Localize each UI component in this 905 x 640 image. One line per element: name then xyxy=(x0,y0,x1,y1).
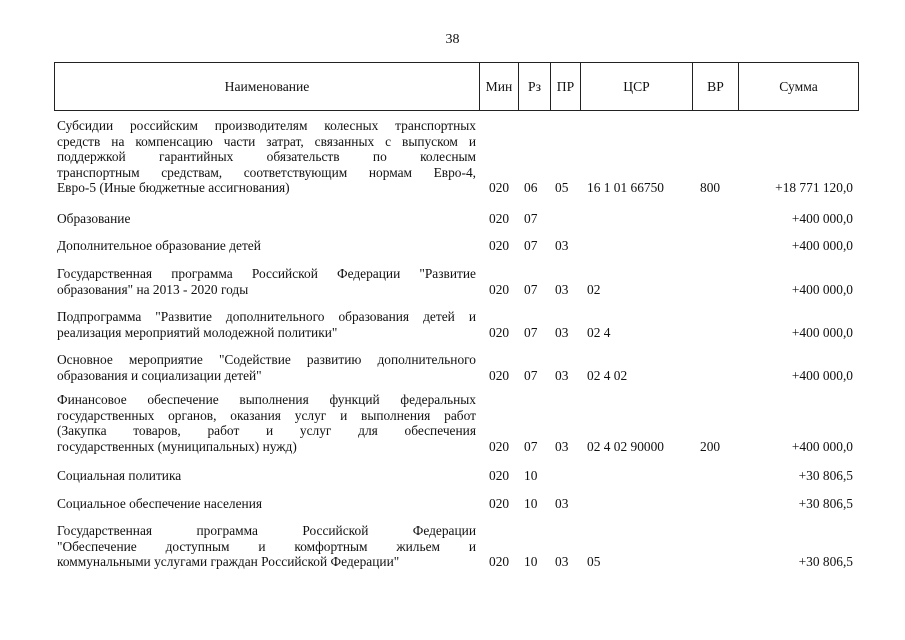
cell-pr: 03 xyxy=(555,238,569,253)
cell-sum: +400 000,0 xyxy=(791,211,853,226)
cell-sum: +18 771 120,0 xyxy=(775,180,853,196)
row-name xyxy=(57,309,476,340)
cell-csr: 02 4 02 xyxy=(587,367,628,383)
cell-rz: 06 xyxy=(524,180,538,196)
row-name xyxy=(57,266,476,297)
row-name xyxy=(57,468,476,484)
cell-csr: 05 xyxy=(587,554,601,570)
cell-min: 020 xyxy=(489,496,510,511)
cell-min: 020 xyxy=(489,238,510,253)
row-name-line: образования" на 2013 - 2020 годы xyxy=(57,281,249,297)
row-name-line: Дополнительное образование детей xyxy=(57,238,261,253)
row-name-line: Финансовое обеспечение выполнения функций федеральных xyxy=(57,392,476,407)
row-name-line: образования и социализации детей" xyxy=(57,367,262,383)
row-name-line: Социальное обеспечение населения xyxy=(57,496,263,511)
cell-rz: 07 xyxy=(524,438,538,454)
row-name xyxy=(57,352,476,383)
cell-rz: 10 xyxy=(524,468,538,483)
cell-min: 020 xyxy=(489,468,510,483)
row-name-line: Евро-5 (Иные бюджетные ассигнования) xyxy=(57,180,290,196)
cell-pr: 03 xyxy=(555,438,569,454)
cell-rz: 07 xyxy=(524,324,538,340)
row-name xyxy=(57,211,476,227)
row-name xyxy=(57,392,476,454)
row-name-line: коммунальными услугами граждан Российской Федерации" xyxy=(57,554,400,570)
table-header xyxy=(54,62,859,111)
cell-sum: +30 806,5 xyxy=(798,496,853,511)
row-name-line: Социальная политика xyxy=(57,468,182,483)
row-name-line: "Обеспечение доступным и комфортным жильем и xyxy=(57,538,476,554)
cell-min: 020 xyxy=(489,367,510,383)
cell-rz: 07 xyxy=(524,367,538,383)
row-name-line: средств на компенсацию части затрат, связанных с выпуском и xyxy=(57,133,476,149)
cell-min: 020 xyxy=(489,324,510,340)
column-header-min: Мин xyxy=(480,63,519,111)
row-name-line: Государственная программа Российской Федерации "Развитие xyxy=(57,266,476,281)
cell-sum: +400 000,0 xyxy=(791,367,853,383)
cell-csr: 02 4 02 90000 xyxy=(587,438,664,454)
cell-sum: +30 806,5 xyxy=(798,468,853,483)
cell-csr: 02 xyxy=(587,281,601,297)
cell-min: 020 xyxy=(489,281,510,297)
cell-pr: 05 xyxy=(555,180,569,196)
row-name-line: Подпрограмма "Развитие дополнительного образования детей и xyxy=(57,309,476,324)
cell-sum: +400 000,0 xyxy=(791,324,853,340)
cell-sum: +400 000,0 xyxy=(791,238,853,253)
row-name-line: Государственная программа Российской Федерации xyxy=(57,523,476,538)
row-name-line: транспортным средствам, соответствующим нормам Евро-4, xyxy=(57,164,476,180)
cell-csr: 16 1 01 66750 xyxy=(587,180,664,196)
row-name-line: Образование xyxy=(57,211,131,226)
cell-rz: 10 xyxy=(524,554,538,570)
row-name xyxy=(57,238,476,254)
cell-rz: 10 xyxy=(524,496,538,511)
column-header-name: Наименование xyxy=(55,63,480,111)
row-name-line: государственных (муниципальных) нужд) xyxy=(57,438,297,454)
row-name-line: Субсидии российским производителям колесных транспортных xyxy=(57,118,476,133)
cell-vr: 800 xyxy=(700,180,721,196)
cell-sum: +30 806,5 xyxy=(798,554,853,570)
column-header-pr: ПР xyxy=(551,63,581,111)
cell-sum: +400 000,0 xyxy=(791,438,853,454)
cell-rz: 07 xyxy=(524,281,538,297)
column-header-vr: ВР xyxy=(693,63,739,111)
cell-min: 020 xyxy=(489,554,510,570)
row-name-line: Основное мероприятие "Содействие развитию дополнительного xyxy=(57,352,476,367)
column-header-csr: ЦСР xyxy=(581,63,693,111)
cell-pr: 03 xyxy=(555,324,569,340)
cell-vr: 200 xyxy=(700,438,721,454)
row-name xyxy=(57,523,476,570)
cell-sum: +400 000,0 xyxy=(791,281,853,297)
row-name-line: (Закупка товаров, работ и услуг для обеспечения xyxy=(57,423,476,439)
column-header-rz: Рз xyxy=(519,63,551,111)
row-name-line: реализация мероприятий молодежной политики" xyxy=(57,324,338,340)
cell-min: 020 xyxy=(489,211,510,226)
row-name xyxy=(57,118,476,196)
cell-pr: 03 xyxy=(555,367,569,383)
row-name-line: поддержкой гарантийных обязательств по колесным xyxy=(57,149,476,165)
cell-pr: 03 xyxy=(555,496,569,511)
row-name xyxy=(57,496,476,512)
row-name-line: государственных органов, оказания услуг и выполнения работ xyxy=(57,407,476,423)
column-header-sum: Сумма xyxy=(739,63,859,111)
page-number: 38 xyxy=(445,32,460,47)
cell-min: 020 xyxy=(489,438,510,454)
cell-rz: 07 xyxy=(524,238,538,253)
cell-min: 020 xyxy=(489,180,510,196)
cell-csr: 02 4 xyxy=(587,324,611,340)
cell-pr: 03 xyxy=(555,281,569,297)
cell-rz: 07 xyxy=(524,211,538,226)
cell-pr: 03 xyxy=(555,554,569,570)
